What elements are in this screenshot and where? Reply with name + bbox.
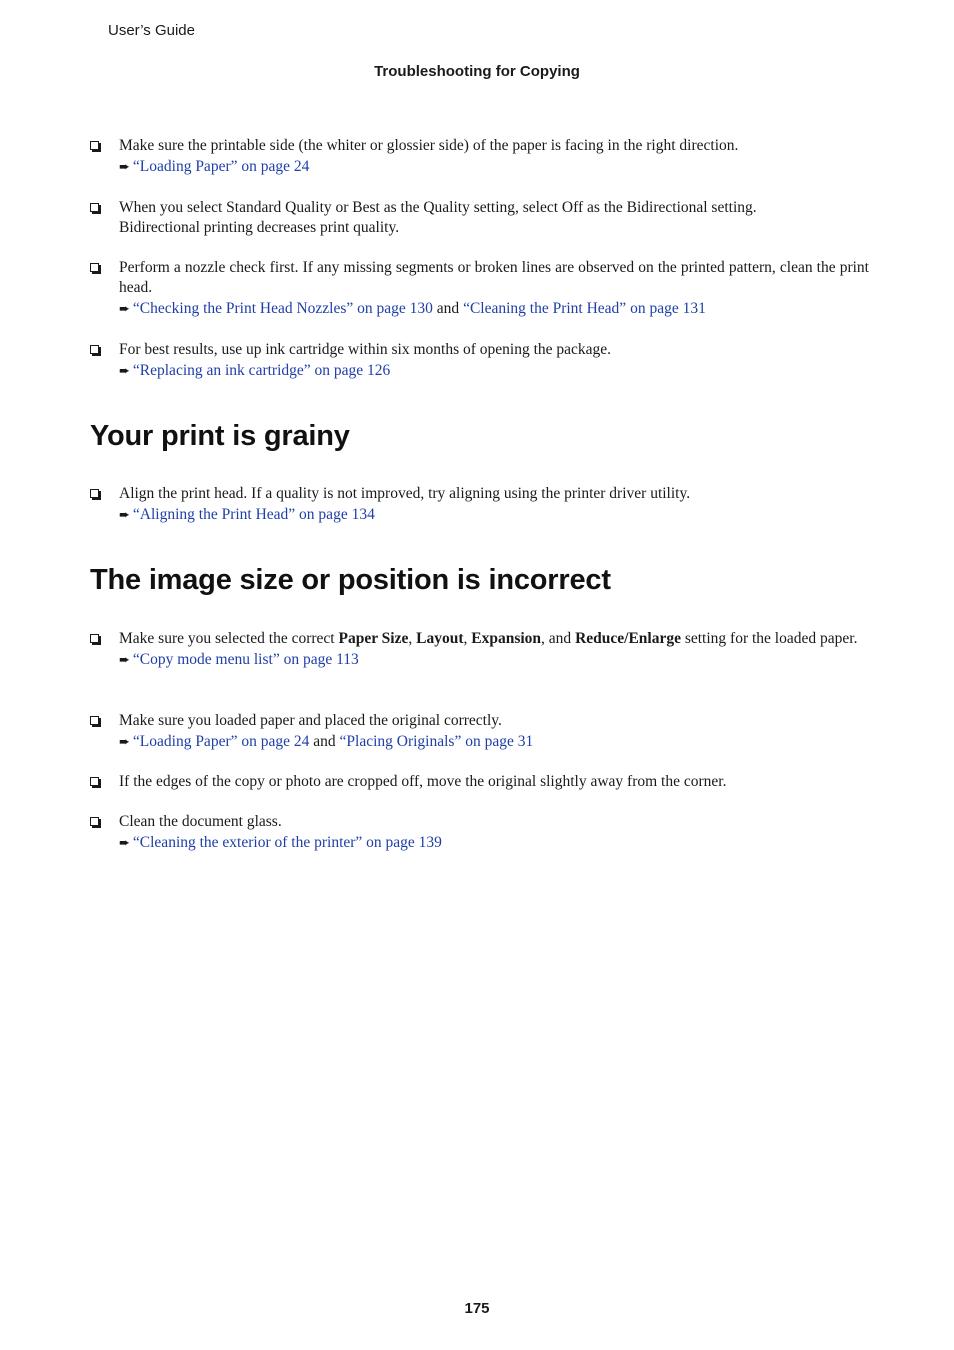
item-text: Make sure you loaded paper and placed the original correctly. (119, 712, 502, 729)
cross-reference (119, 299, 870, 320)
page-number: 175 (464, 1300, 490, 1317)
link-cleaning-print-head[interactable]: “Cleaning the Print Head” on page 131 (463, 300, 706, 317)
checkbox-bullet-icon (90, 489, 99, 498)
checkbox-bullet-icon (90, 141, 99, 150)
item-text: Make sure you selected the correct Paper Size, Layout, Expansion, and Reduce/Enlarge setting for the loaded paper. (119, 630, 858, 647)
list-item (90, 629, 870, 671)
arrow-right-icon: ➨ (119, 653, 130, 668)
checkbox-bullet-icon (90, 634, 99, 643)
cross-reference (119, 505, 870, 526)
cross-reference (119, 361, 870, 382)
cross-reference (119, 732, 870, 753)
item-text: Perform a nozzle check first. If any missing segments or broken lines are observed on the printed pattern, clean the print head. (119, 259, 869, 296)
list-item (90, 198, 870, 238)
item-text: For best results, use up ink cartridge within six months of opening the package. (119, 341, 612, 358)
cross-reference (119, 833, 870, 854)
checkbox-bullet-icon (90, 263, 99, 272)
list-item (90, 136, 870, 178)
term-expansion: Expansion (471, 630, 542, 647)
list-item (90, 484, 870, 526)
list-item (90, 340, 870, 382)
checkbox-bullet-icon (90, 716, 99, 725)
link-cleaning-exterior[interactable]: “Cleaning the exterior of the printer” on page 139 (132, 834, 442, 851)
checkbox-bullet-icon (90, 345, 99, 354)
checkbox-bullet-icon (90, 817, 99, 826)
link-copy-mode-menu[interactable]: “Copy mode menu list” on page 113 (132, 651, 359, 668)
link-checking-nozzles[interactable]: “Checking the Print Head Nozzles” on page 130 (132, 300, 433, 317)
link-aligning-print-head[interactable]: “Aligning the Print Head” on page 134 (132, 506, 375, 523)
list-item (90, 258, 870, 320)
arrow-right-icon: ➨ (119, 302, 130, 317)
term-layout: Layout (416, 630, 464, 647)
link-loading-paper[interactable]: “Loading Paper” on page 24 (132, 158, 310, 175)
item-text: If the edges of the copy or photo are cropped off, move the original slightly away from the corner. (119, 773, 727, 790)
list-item (90, 812, 870, 854)
checkbox-bullet-icon (90, 777, 99, 786)
item-text-continued: Bidirectional printing decreases print quality. (119, 219, 400, 236)
link-loading-paper[interactable]: “Loading Paper” on page 24 (132, 733, 310, 750)
link-joiner: and (313, 733, 336, 750)
running-header-section: Troubleshooting for Copying (374, 63, 580, 80)
item-text: Make sure the printable side (the whiter or glossier side) of the paper is facing in the right direction. (119, 137, 739, 154)
heading-grainy: Your print is grainy (90, 420, 350, 452)
checkbox-bullet-icon (90, 203, 99, 212)
arrow-right-icon: ➨ (119, 508, 130, 523)
arrow-right-icon: ➨ (119, 836, 130, 851)
item-text: Align the print head. If a quality is not improved, try aligning using the printer driver utility. (119, 485, 691, 502)
link-placing-originals[interactable]: “Placing Originals” on page 31 (339, 733, 534, 750)
link-replacing-ink[interactable]: “Replacing an ink cartridge” on page 126 (132, 362, 391, 379)
heading-image-size: The image size or position is incorrect (90, 564, 611, 596)
running-header-guide: User’s Guide (108, 22, 195, 39)
arrow-right-icon: ➨ (119, 364, 130, 379)
item-text: When you select Standard Quality or Best as the Quality setting, select Off as the Bidirectional setting. (119, 199, 757, 216)
list-item (90, 772, 870, 792)
item-text: Clean the document glass. (119, 813, 282, 830)
cross-reference (119, 157, 870, 178)
cross-reference (119, 650, 870, 671)
list-item (90, 711, 870, 753)
term-reduce-enlarge: Reduce/Enlarge (575, 630, 681, 647)
arrow-right-icon: ➨ (119, 160, 130, 175)
term-paper-size: Paper Size (338, 630, 409, 647)
arrow-right-icon: ➨ (119, 735, 130, 750)
link-joiner: and (436, 300, 460, 317)
